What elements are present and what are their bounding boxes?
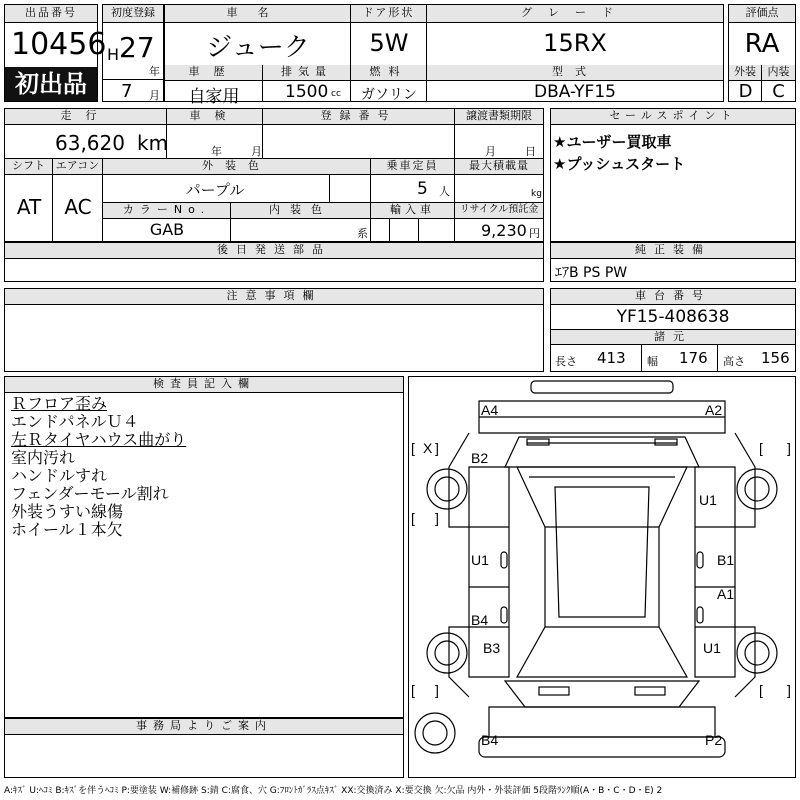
recycle-value: 9,230	[481, 221, 527, 240]
chassis-box	[550, 288, 796, 372]
sales-point-2: ★プッシュスタート	[553, 155, 686, 173]
registration-month: 7	[121, 81, 133, 102]
load-unit: kg	[531, 189, 542, 199]
import-subcell	[389, 219, 419, 241]
later-parts-label: 後日発送部品	[5, 243, 543, 259]
score-box	[728, 4, 796, 102]
legend-text: A:ｷｽﾞ U:ﾍｺﾐ B:ｷｽﾞを伴うﾍｺﾐ P:要塗装 W:補修跡 S:錆 C:腐食、穴 G:ﾌﾛﾝﾄｶﾞﾗｽ点ｷｽﾞ XX:交換済み X:要交換 欠:欠品 内外・外装評価 5段階ﾗﾝｸ順(A・B・C・D・E) 2	[4, 786, 663, 796]
displacement-label: 排気量	[263, 65, 351, 81]
mark-x-bracket: [	[411, 440, 415, 456]
height-label: 高さ	[723, 355, 745, 368]
inspector-note-3: 左Ｒタイヤハウス曲がり	[11, 430, 187, 449]
seats-value: 5	[417, 179, 428, 199]
lot-label: 出品番号	[5, 5, 97, 23]
history-value: 自家用	[188, 87, 240, 107]
inspector-label: 検査員記入欄	[5, 377, 403, 393]
grade-label: グレード	[427, 5, 723, 23]
dim-divider-1	[641, 345, 642, 371]
ext-label: 外装	[729, 65, 762, 81]
plate-cell	[263, 125, 455, 159]
genuine-label: 純正装備	[551, 243, 795, 259]
height-value: 156	[761, 349, 790, 367]
first-listing-badge	[5, 67, 97, 101]
inspection-year-unit: 年	[211, 145, 222, 158]
first-listing-text: 初出品	[15, 70, 87, 98]
inspector-note-2: エンドパネルＵ４	[11, 412, 139, 431]
mark-bracket-right-low-close: ]	[787, 682, 791, 698]
month-unit: 月	[149, 89, 160, 102]
ext-grade: D	[738, 81, 753, 102]
interior-cell	[231, 219, 371, 241]
notes-label: 注意事項欄	[5, 289, 543, 305]
seats-label: 乗車定員	[371, 159, 455, 175]
mileage-unit: km	[137, 131, 169, 155]
score-value: RA	[744, 29, 780, 59]
interior-unit: 系	[357, 227, 368, 240]
ac-label: エアコン	[53, 159, 103, 175]
lot-box	[4, 4, 107, 102]
color-subcell	[329, 175, 371, 203]
load-label: 最大積載量	[455, 159, 543, 175]
inspection-month-unit: 月	[251, 145, 262, 158]
genuine-equipment: ｴｱB PS PW	[555, 265, 628, 281]
inspector-note-5: ハンドルすれ	[11, 466, 108, 485]
door-label: ドア形状	[351, 5, 427, 23]
load-cell	[455, 175, 543, 203]
car-name: ジューク	[206, 33, 310, 63]
grade-value: 15RX	[543, 29, 607, 57]
fuel-value: ガソリン	[361, 87, 417, 103]
year-unit: 年	[149, 65, 160, 78]
registration-year: 27	[119, 31, 155, 64]
notes-box	[4, 288, 544, 372]
mark-bracket-left-low-close: ]	[435, 682, 439, 698]
mark-bracket-right-top-close: ]	[787, 440, 791, 456]
office-box	[4, 718, 404, 778]
recycle-label: リサイクル預託金	[455, 203, 543, 219]
colorno-label: カラーNo.	[103, 203, 231, 219]
length-value: 413	[597, 349, 626, 367]
mark-b3: B3	[483, 640, 501, 656]
shift-label: シフト	[5, 159, 53, 175]
fuel-label: 燃料	[351, 65, 427, 81]
lot-number: 10456	[11, 27, 107, 62]
mileage-label: 走行	[5, 109, 167, 125]
specs-label: 諸元	[551, 329, 795, 345]
width-label: 幅	[647, 355, 658, 368]
mark-bracket-right-low: [	[759, 682, 763, 698]
inspector-note-4: 室内汚れ	[11, 448, 76, 467]
mark-b2: B2	[471, 450, 489, 466]
mark-a2: A2	[705, 402, 723, 418]
sales-point-1: ★ユーザー買取車	[553, 133, 672, 151]
recycle-yen: 円	[529, 227, 540, 240]
transfer-month-unit: 月	[485, 145, 496, 158]
score-label: 評価点	[729, 5, 795, 23]
mark-x-bracket-close: ]	[435, 440, 439, 456]
mark-b4-left: B4	[471, 612, 489, 628]
mark-a4: A4	[481, 402, 499, 418]
inspector-note-6: フェンダーモール割れ	[11, 484, 169, 503]
registration-label: 初度登録	[103, 5, 163, 23]
inspector-note-8: ホイール１本欠	[11, 520, 123, 539]
vehicle-info-box	[164, 4, 724, 107]
interior-label: 内装色	[231, 203, 371, 219]
chassis-label: 車台番号	[551, 289, 795, 305]
damage-diagram	[408, 376, 796, 778]
inspector-note-1: Ｒフロア歪み	[11, 394, 108, 413]
reg-divider	[103, 79, 163, 80]
ac-value: AC	[64, 195, 92, 219]
mark-bracket-right-top: [	[759, 440, 763, 456]
mark-b4-bottom: B4	[481, 732, 499, 748]
plate-label: 登録番号	[263, 109, 455, 125]
color-label: 外装色	[103, 159, 371, 175]
registration-box	[102, 4, 164, 102]
registration-era: H	[107, 45, 120, 64]
mark-u1-left: U1	[471, 552, 489, 568]
int-grade: C	[772, 81, 785, 102]
inspector-note-7: 外装うすい線傷	[11, 502, 124, 521]
name-label: 車名	[165, 5, 351, 23]
shift-value: AT	[16, 195, 42, 219]
door-value: 5W	[369, 29, 409, 57]
chassis-number: YF15-408638	[616, 307, 730, 327]
mark-u1-right-bottom: U1	[703, 640, 721, 656]
inspector-notes-list	[11, 395, 401, 539]
model-label: 型式	[427, 65, 723, 81]
sales-label: セールスポイント	[551, 109, 795, 125]
mark-b1: B1	[717, 552, 735, 568]
mark-a1: A1	[717, 586, 735, 602]
later-parts-box	[4, 242, 544, 282]
mark-p2: P2	[705, 732, 723, 748]
length-label: 長さ	[555, 355, 577, 368]
mark-u1-right-top: U1	[699, 492, 717, 508]
mark-bracket-left-mid-close: ]	[435, 510, 439, 526]
inspector-box	[4, 376, 404, 718]
mark-x: X	[423, 440, 433, 456]
mark-bracket-left-mid: [	[411, 510, 415, 526]
int-label: 内装	[762, 65, 795, 81]
details-box	[4, 108, 544, 242]
displacement-value: 1500	[285, 82, 329, 102]
transfer-label: 譲渡書類期限	[455, 109, 543, 125]
transfer-day-unit: 日	[525, 145, 536, 158]
seats-unit: 人	[439, 185, 450, 198]
office-label: 事務局よりご案内	[5, 719, 403, 735]
genuine-box	[550, 242, 796, 282]
history-label: 車歴	[165, 65, 263, 81]
mark-bracket-left-low: [	[411, 682, 415, 698]
sales-points-box	[550, 108, 796, 242]
model-value: DBA-YF15	[534, 82, 616, 102]
color-value: パープル	[185, 181, 245, 199]
import-label: 輸入車	[371, 203, 455, 219]
cc-unit: cc	[331, 89, 341, 99]
inspection-label: 車検	[167, 109, 263, 125]
mileage-value: 63,620	[55, 131, 125, 155]
width-value: 176	[679, 349, 708, 367]
dim-divider-2	[717, 345, 718, 371]
colorno-value: GAB	[149, 220, 185, 239]
car-diagram-svg	[409, 377, 795, 777]
